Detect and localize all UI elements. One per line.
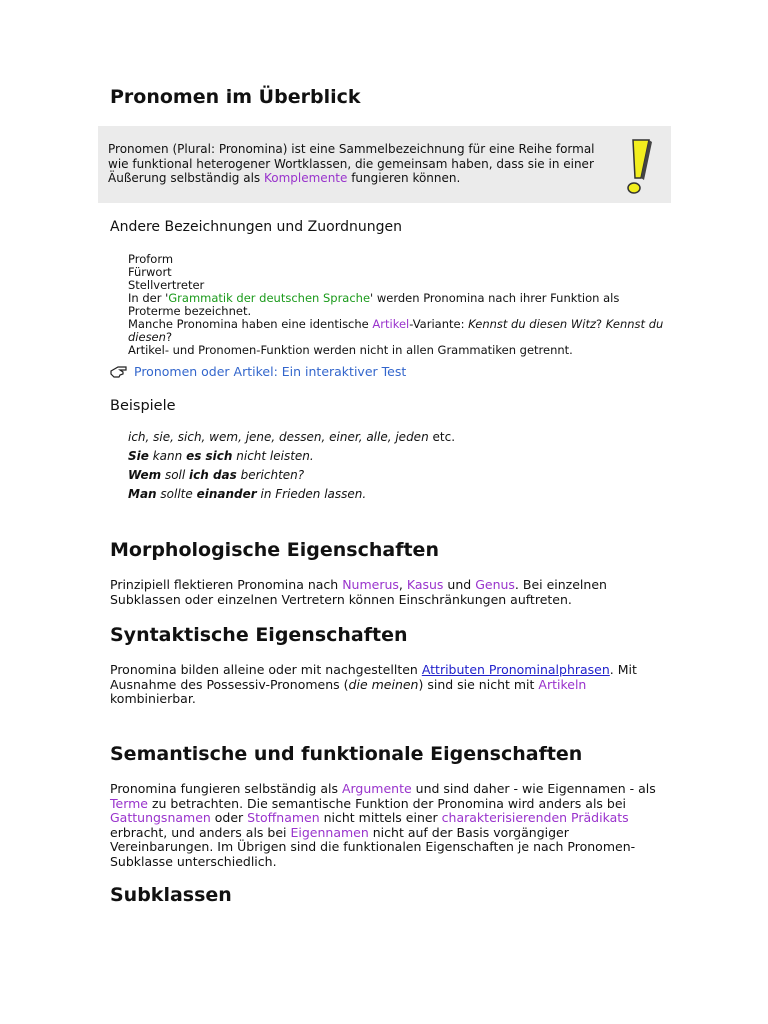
syntax-paragraph: Pronomina bilden alleine oder mit nachgestellten Attributen Pronominalphrasen. Mit Ausnahme des Possessiv-Pronomens (die meinen) sind sie nicht mit Artikeln kombinierbar. [110, 662, 637, 706]
link-artikeln[interactable]: Artikeln [538, 676, 587, 692]
list-item: Artikel- und Pronomen-Funktion werden nicht in allen Grammatiken getrennt. [128, 343, 573, 357]
section-heading-syntax: Syntaktische Eigenschaften [110, 624, 408, 646]
list-item: Stellvertreter [128, 278, 205, 292]
list-item: Manche Pronomina haben eine identische Artikel-Variante: Kennst du diesen Witz? Kennst du diesen? [128, 317, 664, 344]
hand-pointer-icon [110, 365, 128, 379]
example-item: ich, sie, sich, wem, jene, dessen, einer, alle, jeden etc. [128, 430, 456, 444]
link-praedikat[interactable]: charakterisierenden Prädikats [441, 810, 629, 825]
definition-box [98, 126, 671, 203]
link-argumente[interactable]: Argumente [341, 781, 412, 796]
link-numerus[interactable]: Numerus [342, 577, 399, 592]
list-item: Fürwort [128, 265, 172, 279]
link-stoffnamen[interactable]: Stoffnamen [247, 810, 320, 825]
link-grammatik[interactable]: Grammatik der deutschen Sprache [168, 291, 371, 305]
link-kasus[interactable]: Kasus [406, 577, 444, 592]
link-terme[interactable]: Terme [110, 795, 148, 811]
link-attribute[interactable]: Attributen Pronominalphrasen [421, 662, 610, 677]
link-interaktiver-test[interactable]: Pronomen oder Artikel: Ein interaktiver Test [134, 364, 407, 379]
section-heading-semantik: Semantische und funktionale Eigenschaften [110, 743, 583, 765]
example-item: Wem soll ich das berichten? [128, 468, 305, 482]
link-komplemente[interactable]: Komplemente [263, 171, 348, 185]
section-heading-beispiele: Beispiele [110, 398, 176, 414]
section-heading-andere: Andere Bezeichnungen und Zuordnungen [110, 219, 403, 235]
link-genus[interactable]: Genus [475, 577, 515, 592]
test-link-row[interactable] [110, 364, 406, 379]
definition-text: Pronomen (Plural: Pronomina) ist eine Sammelbezeichnung für eine Reihe formal wie funktional heterogener Wortklassen, die gemeinsam haben, dass sie in einer Äußerung selbständig als Komplemente fungieren können. [108, 142, 595, 185]
example-item: Sie kann es sich nicht leisten. [128, 449, 314, 463]
examples-list [128, 430, 455, 506]
list-item: Proform [128, 252, 174, 266]
list-item: In der 'Grammatik der deutschen Sprache' werden Pronomina nach ihrer Funktion als Proterme bezeichnet. [128, 291, 620, 318]
link-gattungsnamen[interactable]: Gattungsnamen [110, 810, 211, 825]
section-heading-subklassen: Subklassen [110, 884, 232, 906]
morph-paragraph: Prinzipiell flektieren Pronomina nach Numerus, Kasus und Genus. Bei einzelnen Subklassen oder einzelnen Vertretern können Einschränkungen auftreten. [110, 577, 607, 607]
exclamation-icon [619, 138, 657, 196]
section-heading-morphologie: Morphologische Eigenschaften [110, 539, 439, 561]
link-eigennamen[interactable]: Eigennamen [290, 824, 369, 840]
semantik-paragraph: Pronomina fungieren selbständig als Argumente und sind daher - wie Eigennamen - als Terme zu betrachten. Die semantische Funktion der Pronomina wird anders als bei Gattungsnamen oder Stoffnamen nicht mittels einer charakterisierenden Prädikats erbracht, und anders als bei Eigennamen nicht auf der Basis vorgängiger Vereinbarungen. Im Übrigen sind die funktionalen Eigenschaften je nach Pronomen-Subklasse unterschiedlich. [110, 781, 656, 869]
link-artikel[interactable]: Artikel [372, 317, 410, 331]
andere-list [128, 253, 668, 357]
example-item: Man sollte einander in Frieden lassen. [128, 487, 367, 501]
page-title: Pronomen im Überblick [110, 86, 361, 108]
